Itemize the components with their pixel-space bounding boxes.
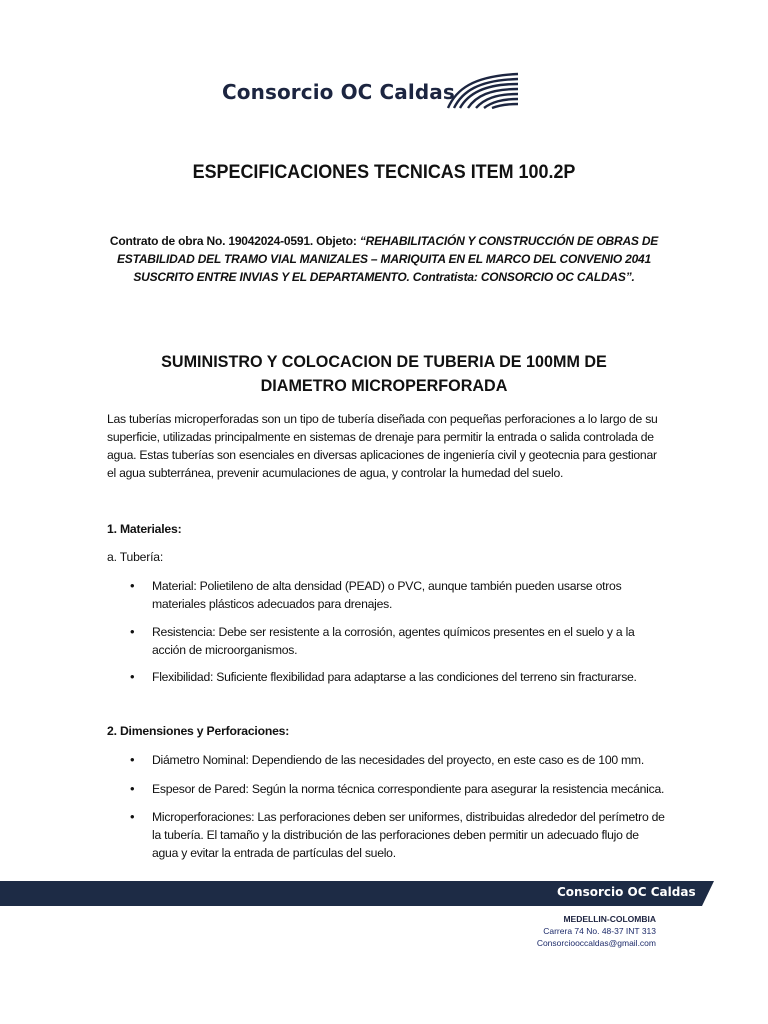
bullet-icon: • [130, 624, 135, 639]
pipe-subheading: a. Tubería: [107, 550, 164, 564]
footer-city: MEDELLIN-COLOMBIA [563, 914, 656, 924]
list-item: Material: Polietileno de alta densidad (PEAD) o PVC, aunque también pueden usarse otros materiales plásticos adecuados para drenajes. [152, 579, 622, 611]
section-title-line: DIAMETRO MICROPERFORADA [260, 376, 508, 395]
contract-number: Contrato de obra No. 19042024-0591. Objeto: [109, 234, 360, 248]
dimensions-heading: 2. Dimensiones y Perforaciones: [107, 724, 290, 738]
footer-email: Consorciooccaldas@gmail.com [536, 938, 656, 948]
logo-text: Consorcio OC Caldas [222, 80, 455, 104]
materials-heading: 1. Materiales: [107, 522, 182, 536]
bullet-icon: • [130, 781, 135, 796]
contract-description [100, 232, 668, 286]
list-item: Espesor de Pared: Según la norma técnica correspondiente para asegurar la resistencia mecánica. [152, 782, 665, 796]
company-logo [220, 64, 520, 110]
list-item: Microperforaciones: Las perforaciones deben ser uniformes, distribuidas alrededor del perímetro de la tubería. El tamaño y la distribución de las perforaciones deben permitir un adecuado flujo de agua y evitar la entrada de partículas del suelo. [152, 810, 665, 860]
contract-object: “REHABILITACIÓN Y CONSTRUCCIÓN DE OBRAS DE ESTABILIDAD DEL TRAMO VIAL MANIZALES – MARIQUITA EN EL MARCO DEL CONVENIO 2041 SUSCRITO ENTRE INVIAS Y EL DEPARTAMENTO. Contratista: CONSORCIO OC CALDAS”. [116, 234, 659, 284]
road-lanes-icon [446, 64, 520, 110]
section-title [124, 350, 645, 398]
footer-street: Carrera 74 No. 48-37 INT 313 [543, 926, 656, 936]
bullet-icon: • [130, 809, 135, 824]
document-title: ESPECIFICACIONES TECNICAS ITEM 100.2P [192, 161, 576, 183]
list-item: Diámetro Nominal: Dependiendo de las necesidades del proyecto, en este caso es de 100 mm. [152, 753, 644, 767]
bullet-icon: • [130, 578, 135, 593]
section-title-line: SUMINISTRO Y COLOCACION DE TUBERIA DE 100MM DE [161, 352, 607, 371]
footer-band-cap [702, 881, 714, 906]
bullet-icon: • [130, 669, 135, 684]
footer-brand: Consorcio OC Caldas [557, 885, 696, 899]
list-item: Resistencia: Debe ser resistente a la corrosión, agentes químicos presentes en el suelo y a la acción de microorganismos. [152, 625, 635, 657]
bullet-icon: • [130, 752, 135, 767]
intro-paragraph: Las tuberías microperforadas son un tipo de tubería diseñada con pequeñas perforaciones a lo largo de su superficie, utilizadas principalmente en sistemas de drenaje para permitir la entrada o salida controlada de agua. Estas tuberías son esenciales en diversas aplicaciones de ingeniería civil y geotecnia para gestionar el agua subterránea, prevenir acumulaciones de agua, y controlar la humedad del suelo. [107, 412, 658, 480]
list-item: Flexibilidad: Suficiente flexibilidad para adaptarse a las condiciones del terreno sin fracturarse. [152, 670, 637, 684]
